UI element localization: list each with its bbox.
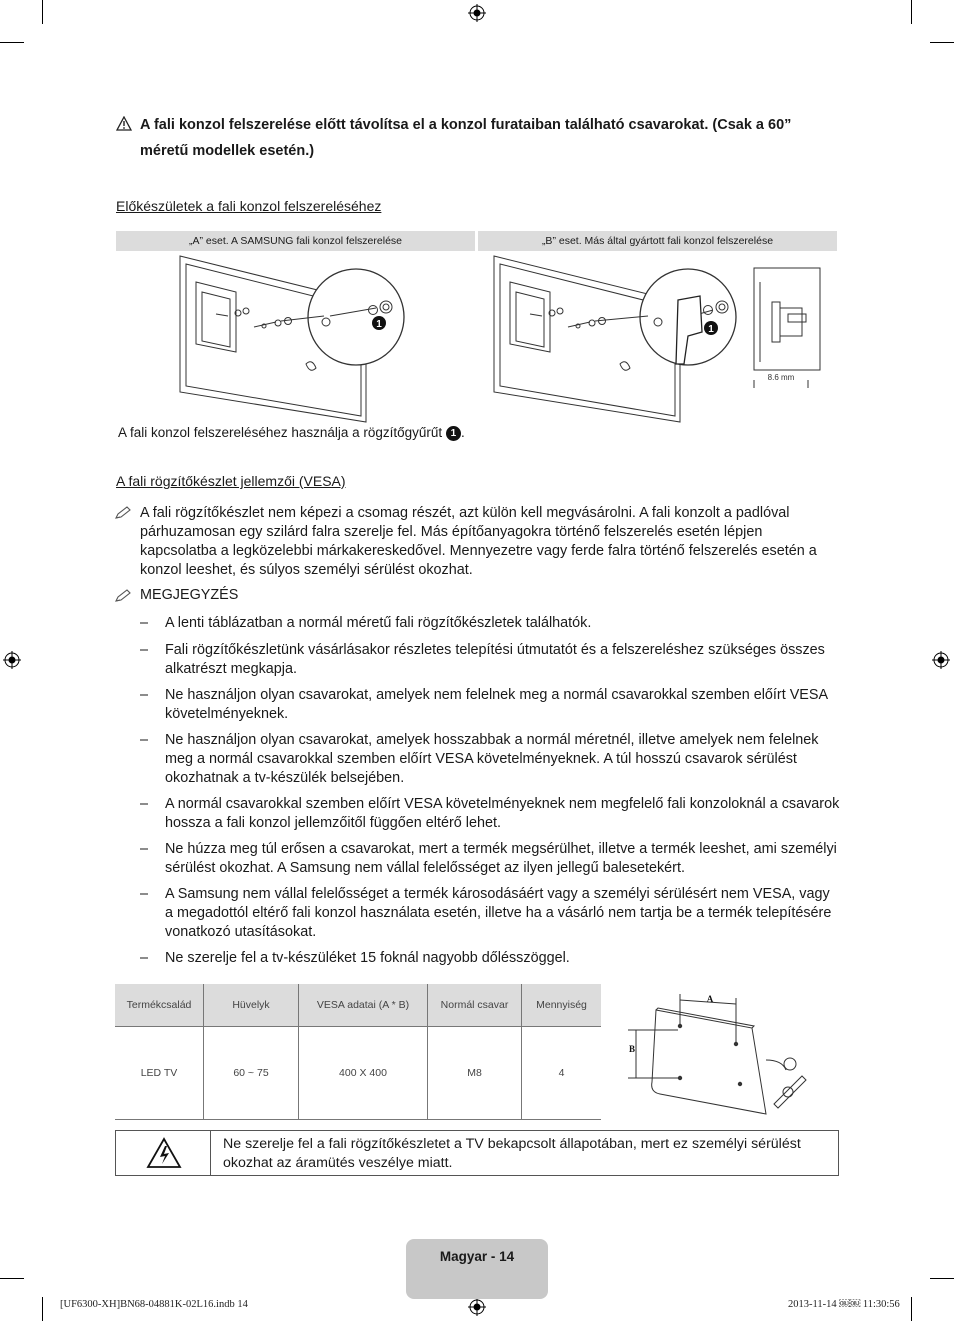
list-item (140, 949, 840, 968)
vesa-heading: A fali rögzítőkészlet jellemzői (VESA) (116, 473, 346, 489)
crop-mark (0, 42, 24, 43)
table-cell: 400 X 400 (299, 1027, 428, 1120)
bullet-dash: – (140, 732, 149, 748)
dimension-a-label: A (706, 994, 714, 1004)
registration-mark-icon (932, 651, 950, 669)
page-number-tab (406, 1239, 548, 1299)
list-item-text: Fali rögzítőkészletünk vásárlásakor részletes telepítési útmutatót és a felszereléshez szükséges összes alkatrészt megkapja. (165, 642, 825, 677)
registration-mark-icon (468, 1298, 486, 1316)
bullet-dash: – (140, 642, 149, 658)
crop-mark (42, 1297, 43, 1321)
caution-box (115, 1130, 839, 1176)
list-item (140, 840, 840, 878)
crop-mark (911, 0, 912, 24)
caution-triangle-icon (116, 116, 132, 131)
table-header-cell: Mennyiség (522, 984, 602, 1027)
electric-shock-warning-icon (146, 1137, 182, 1169)
footer-file-info: [UF6300-XH]BN68-04881K-02L16.indb 14 (60, 1299, 248, 1310)
vesa-paragraph: A fali rögzítőkészlet nem képezi a csomag részét, azt külön kell megvásárolni. A fali konzolt a padlóval párhuzamosan egy szilárd falra szerelje fel. Más építőanyagokra történő felszerelés esetén lépjen kapcsolatba a legközelebbi márkakereskedővel. Mennyezetre vagy ferde falra történő felszerelés esetén a konzol leeshet, és súlyos személyi sérülést okozhat. (140, 505, 817, 578)
case-a-callout: 1 (376, 319, 382, 330)
list-item (140, 614, 840, 633)
list-item (140, 885, 840, 942)
table-header-cell: Termékcsalád (115, 984, 204, 1027)
bullet-dash: – (140, 615, 149, 631)
ring-text: A fali konzol felszereléséhez használja a rögzítőgyűrűt (118, 425, 443, 440)
table-cell: M8 (428, 1027, 522, 1120)
vesa-diagram (622, 986, 822, 1120)
table-header-cell: Hüvelyk (204, 984, 299, 1027)
crop-mark (930, 1278, 954, 1279)
note-pencil-icon (114, 506, 132, 520)
top-warning (116, 112, 876, 164)
ring-instruction (118, 425, 465, 441)
crop-mark (911, 1297, 912, 1321)
note-pencil-icon (114, 589, 132, 603)
note-title: MEGJEGYZÉS (140, 587, 239, 603)
ring-callout: 1 (446, 426, 461, 441)
top-warning-line1: A fali konzol felszerelése előtt távolítsa el a konzol furataiban található csavarokat. (Csak a 60” (140, 117, 792, 133)
bullet-dash: – (140, 886, 149, 902)
dimension-b-label: B (628, 1044, 636, 1054)
registration-mark-icon (3, 651, 21, 669)
list-item-text: Ne használjon olyan csavarokat, amelyek hosszabbak a normál méretnél, illetve amelyek nem felelnek meg a normál csavarokkal szemben előírt VESA követelményeknek. A túl hosszú csavarok sérülést okozhatnak a tv-készülék belsejében. (165, 732, 819, 786)
ring-period: . (460, 425, 465, 440)
crop-mark (42, 0, 43, 24)
list-item (140, 686, 840, 724)
bullet-dash: – (140, 841, 149, 857)
table-cell: 4 (522, 1027, 602, 1120)
case-b-label: „B” eset. Más által gyártott fali konzol felszerelése (478, 231, 837, 251)
table-header-cell: VESA adatai (A * B) (299, 984, 428, 1027)
registration-mark-icon (468, 4, 486, 22)
crop-mark (930, 42, 954, 43)
page-number: Magyar - 14 (439, 1249, 515, 1264)
list-item (140, 731, 840, 788)
list-item-text: A normál csavarokkal szemben előírt VESA követelményeknek nem megfelelő fali konzoloknál a csavarok hossza a fali konzol jellemzőitől függően eltérő lehet. (165, 796, 840, 831)
caution-text: Ne szerelje fel a fali rögzítőkészletet a TV bekapcsolt állapotában, mert ez személyi sérülést okozhat az áramütés veszélye miatt. (223, 1136, 801, 1171)
table-header-row (115, 984, 601, 1027)
vesa-spec-table (115, 984, 601, 1120)
list-item-text: A Samsung nem vállal felelősséget a termék károsodásáért vagy a személyi sérülésért nem VESA, vagy a megadottól eltérő fali konzol használata esetén, illetve ha a vásárló nem tartja be a termék telepítésére vonatkozó utasításokat. (165, 886, 832, 940)
footer-timestamp: 2013-11-14 ￼￼ 11:30:56 (788, 1299, 900, 1310)
list-item-text: Ne húzza meg túl erősen a csavarokat, mert a termék megsérülhet, illetve a termék leeshet, ami személyi sérülést okozhat. A Samsung nem vállal felelősséget az ilyen jellegű balesetekért. (165, 841, 837, 876)
case-b-callout: 1 (708, 324, 714, 335)
list-item-text: Ne használjon olyan csavarokat, amelyek nem felelnek meg a normál csavarokkal szemben előírt VESA követelményeknek. (165, 687, 828, 722)
caution-divider (210, 1131, 211, 1175)
list-item-text: Ne szerelje fel a tv-készüléket 15 foknál nagyobb dőlésszöggel. (165, 950, 570, 966)
list-item (140, 795, 840, 833)
case-b-diagram (478, 252, 838, 424)
prep-heading: Előkészületek a fali konzol felszereléséhez (116, 198, 382, 214)
list-item (140, 641, 840, 679)
bullet-dash: – (140, 950, 149, 966)
table-row (115, 1027, 601, 1120)
top-warning-line2: méretű modellek esetén.) (140, 143, 315, 159)
dimension-label: 8.6 mm (767, 373, 795, 382)
bullet-dash: – (140, 687, 149, 703)
case-a-label: „A” eset. A SAMSUNG fali konzol felszerelése (116, 231, 475, 251)
table-cell: 60 ~ 75 (204, 1027, 299, 1120)
list-item-text: A lenti táblázatban a normál méretű fali rögzítőkészletek találhatók. (165, 615, 592, 631)
table-header-cell: Normál csavar (428, 984, 522, 1027)
table-cell: LED TV (115, 1027, 204, 1120)
bullet-dash: – (140, 796, 149, 812)
case-a-diagram (116, 252, 476, 424)
crop-mark (0, 1278, 24, 1279)
